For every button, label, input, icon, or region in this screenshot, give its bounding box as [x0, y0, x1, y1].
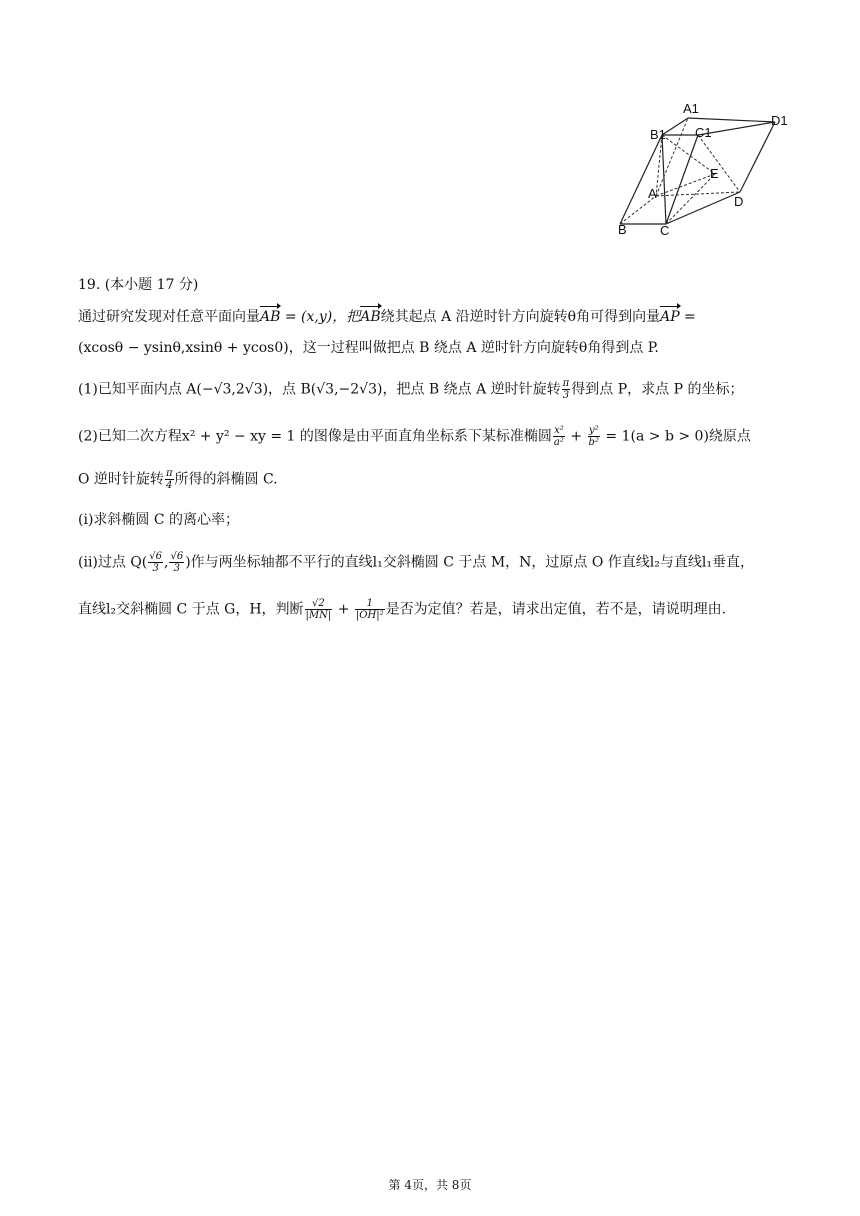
- fraction-pi-over-4: $\frac{\pi}{4}$: [165, 468, 173, 491]
- edge-CE: [666, 174, 715, 224]
- edge-AD: [656, 192, 740, 196]
- label-C: C: [660, 223, 670, 238]
- part-2-ii-line-1: (ii)过点 Q( $\frac{√6}{3}$ , $\frac{√6}{3}$ )作与两坐标轴都不平行的直线l₁交斜椭圆 C 于点 M，N，过原点 O 作直线l₂与直线l₁垂直，: [78, 551, 754, 574]
- part-1-line: [78, 378, 743, 401]
- label-A: A: [648, 186, 657, 201]
- part-2-line-2: [78, 468, 278, 491]
- question-header: 19. (本小题 17 分): [78, 277, 199, 293]
- part-1-text-b: 得到点 P，求点 P 的坐标；: [571, 381, 744, 398]
- label-D1: D1: [771, 113, 788, 128]
- fraction-root6-over-3-b: $\frac{√6}{3}$: [170, 551, 184, 574]
- fraction-root6-over-3-a: $\frac{√6}{3}$: [149, 551, 163, 574]
- page-footer: 第 4页，共 8页: [388, 1178, 472, 1192]
- label-B1: B1: [650, 127, 666, 142]
- edge-C1D: [698, 135, 740, 192]
- part-2-text-a: (2)已知二次方程x² + y² − xy = 1 的图像是由平面直角坐标系下某标准椭圆: [78, 428, 552, 445]
- edge-B1A: [656, 135, 662, 196]
- fraction-x2-over-a2: $\frac{\text{x²}}{\text{a²}}$: [553, 425, 564, 448]
- part-2-text-d: 所得的斜椭圆 C.: [174, 471, 278, 488]
- label-A1: A1: [683, 101, 699, 116]
- edge-BB1: [620, 135, 662, 224]
- edge-CC1: [666, 135, 698, 224]
- part-2-text-c: O 逆时针旋转: [78, 471, 164, 488]
- intro-text-b: = (x,y)，把: [280, 309, 361, 325]
- intro-text-a: 通过研究发现对任意平面向量: [78, 309, 260, 325]
- vector-AP: AP: [660, 309, 680, 325]
- part-2-line-1: (2)已知二次方程x² + y² − xy = 1 的图像是由平面直角坐标系下某标准椭圆 $\frac{\text{x²}}{\text{a²}}$ + $\frac{\text{y²}}{\text{b²}}$ = 1(a > b > 0)绕原点: [78, 425, 751, 448]
- label-D: D: [734, 194, 744, 209]
- part-2-ii-line-2: 直线l₂交斜椭圆 C 于点 G，H，判断 $\frac{√2}{|MN|}$ + $\frac{1}{\text{|OH|²}}$ 是否为定值？若是，请求出定值，若不是，请说明理由.: [78, 598, 727, 621]
- label-E: E: [710, 166, 719, 181]
- label-B: B: [618, 222, 627, 237]
- parallelepiped-figure: [600, 92, 805, 242]
- label-C1: C1: [695, 125, 712, 140]
- vector-AB: AB: [260, 309, 281, 325]
- fraction-root2-over-MN: $\frac{√2}{|MN|}$: [305, 598, 332, 621]
- question-intro-line-2: (xcosθ − ysinθ,xsinθ + ycos0)，这一过程叫做把点 B 绕点 A 逆时针方向旋转θ角得到点 P.: [78, 340, 659, 356]
- part-2-text-b: = 1(a > b > 0)绕原点: [600, 428, 751, 445]
- intro-text-d: =: [679, 309, 696, 325]
- fraction-1-over-OH2: $\frac{1}{\text{|OH|²}}$: [355, 598, 384, 621]
- intro-text-c: 绕其起点 A 沿逆时针方向旋转θ角可得到向量: [380, 309, 661, 325]
- part-2-ii-text-d: 是否为定值？若是，请求出定值，若不是，请说明理由.: [385, 601, 727, 618]
- fraction-y2-over-b2: $\frac{\text{y²}}{\text{b²}}$: [588, 425, 599, 448]
- part-2-ii-text-c: 直线l₂交斜椭圆 C 于点 G，H，判断: [78, 601, 304, 618]
- geometry-diagram: [600, 92, 805, 242]
- part-2-i: (i)求斜椭圆 C 的离心率；: [78, 512, 240, 528]
- edge-A1D1: [688, 118, 775, 122]
- part-2-ii-text-b: )作与两坐标轴都不平行的直线l₁交斜椭圆 C 于点 M，N，过原点 O 作直线l₂与直线l₁垂直，: [185, 554, 754, 571]
- edge-CD: [666, 192, 740, 224]
- fraction-pi-over-3: $\frac{\pi}{3}$: [562, 378, 570, 401]
- question-intro-line-1: [78, 307, 696, 327]
- vector-AB-2: AB: [360, 309, 381, 325]
- part-2-ii-text-a: (ii)过点 Q(: [78, 554, 148, 571]
- part-1-text-a: (1)已知平面内点 A(−√3,2√3)，点 B(√3,−2√3)，把点 B 绕点 A 逆时针旋转: [78, 381, 561, 398]
- edge-B1E: [662, 135, 715, 174]
- edge-DD1: [740, 122, 775, 192]
